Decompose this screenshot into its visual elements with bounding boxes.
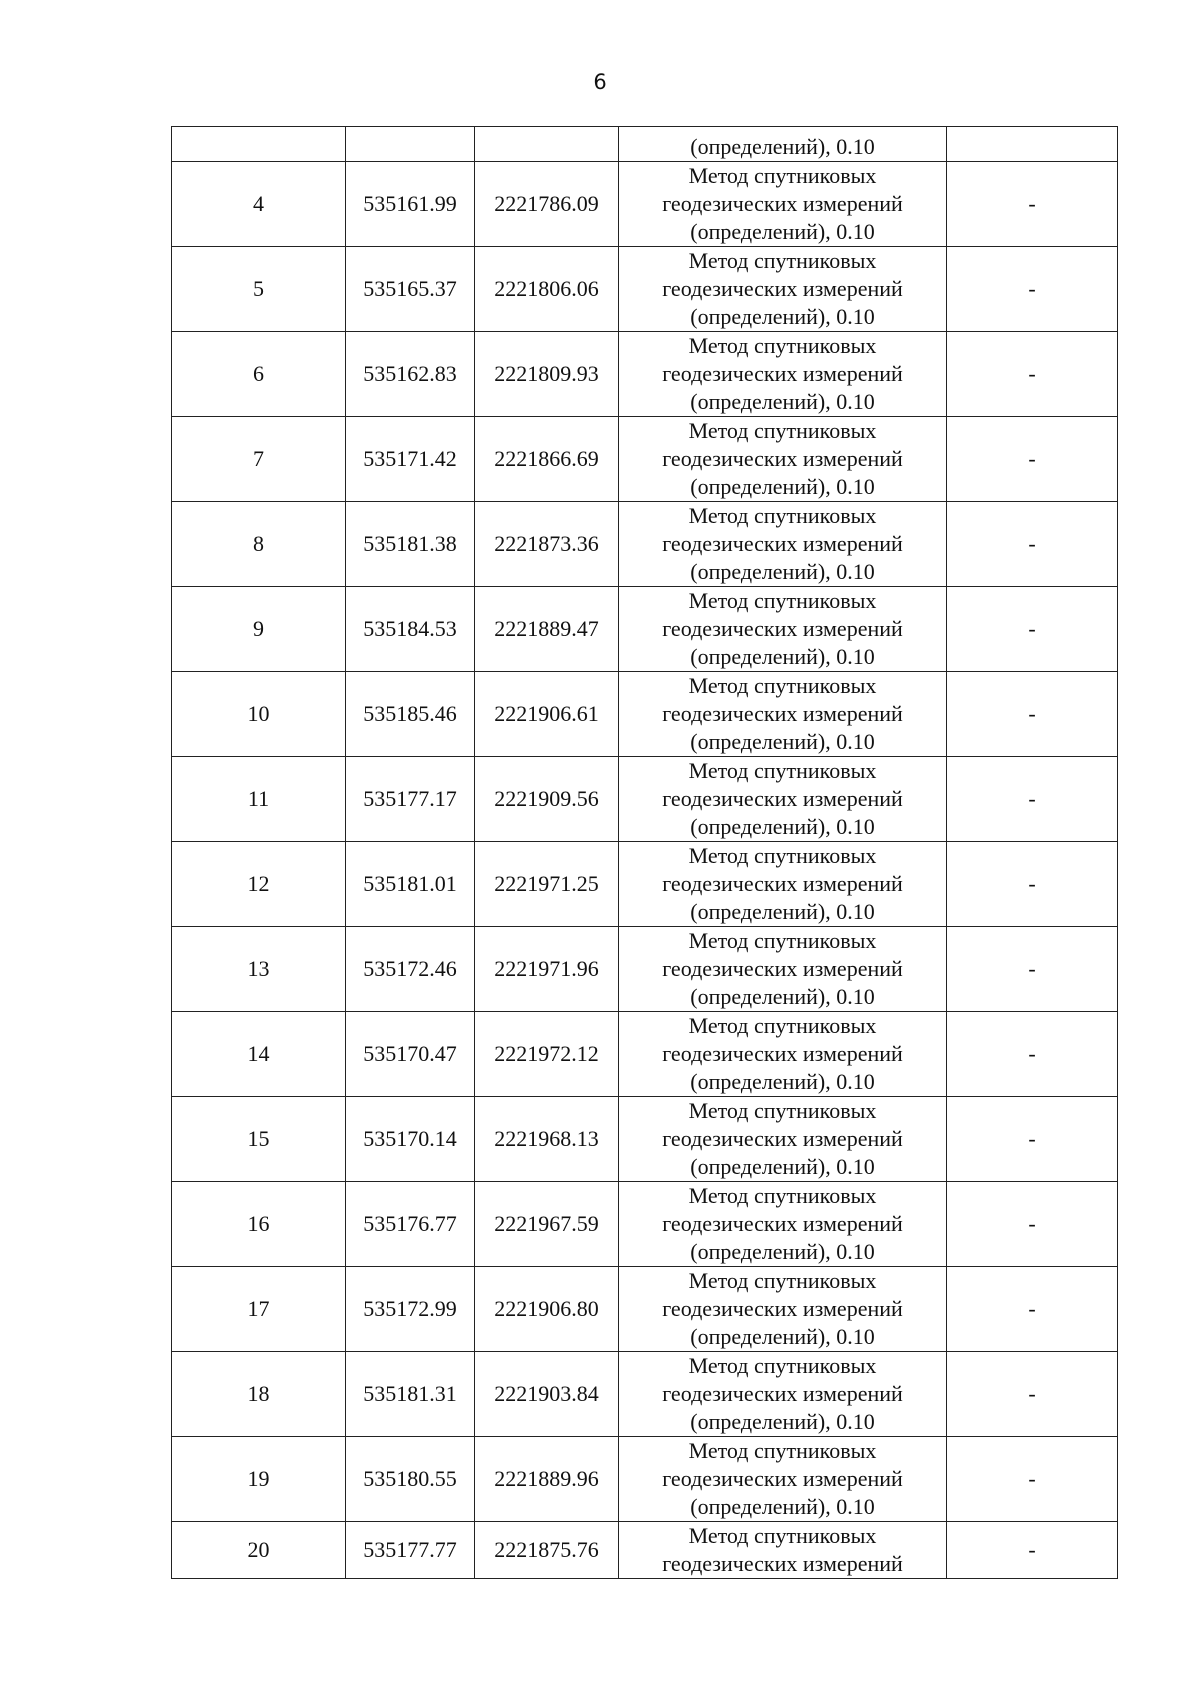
y-coordinate-cell: 2221889.47 bbox=[475, 587, 619, 672]
point-cell: 19 bbox=[172, 1437, 346, 1522]
point-cell: 12 bbox=[172, 842, 346, 927]
point-cell: 6 bbox=[172, 332, 346, 417]
method-line: геодезических измерений bbox=[662, 1211, 903, 1236]
method-cell bbox=[619, 162, 947, 247]
note-cell: - bbox=[947, 757, 1118, 842]
method-cell bbox=[619, 1182, 947, 1267]
note-cell: - bbox=[947, 842, 1118, 927]
method-line: (определений), 0.10 bbox=[690, 1154, 875, 1179]
x-coordinate-cell: 535184.53 bbox=[346, 587, 475, 672]
method-cell bbox=[619, 1437, 947, 1522]
table-row bbox=[172, 587, 1118, 672]
method-line: геодезических измерений bbox=[662, 956, 903, 981]
y-coordinate-cell: 2221903.84 bbox=[475, 1352, 619, 1437]
table-row bbox=[172, 1267, 1118, 1352]
method-line: геодезических измерений bbox=[662, 1126, 903, 1151]
method-cell bbox=[619, 1012, 947, 1097]
note-cell: - bbox=[947, 162, 1118, 247]
x-coordinate-cell bbox=[346, 127, 475, 162]
method-cell bbox=[619, 417, 947, 502]
method-line: (определений), 0.10 bbox=[690, 559, 875, 584]
method-line: Метод спутниковых bbox=[688, 1183, 877, 1208]
table-row bbox=[172, 757, 1118, 842]
method-line: геодезических измерений bbox=[662, 361, 903, 386]
page-number: 6 bbox=[593, 70, 607, 94]
x-coordinate-cell: 535180.55 bbox=[346, 1437, 475, 1522]
y-coordinate-cell: 2221906.80 bbox=[475, 1267, 619, 1352]
table-body bbox=[172, 127, 1118, 1579]
table-row bbox=[172, 1437, 1118, 1522]
note-cell: - bbox=[947, 332, 1118, 417]
note-cell: - bbox=[947, 1522, 1118, 1579]
method-cell bbox=[619, 1097, 947, 1182]
method-cell bbox=[619, 247, 947, 332]
method-cell bbox=[619, 502, 947, 587]
table-row bbox=[172, 672, 1118, 757]
point-cell: 11 bbox=[172, 757, 346, 842]
table-row bbox=[172, 1012, 1118, 1097]
method-line: (определений), 0.10 bbox=[690, 814, 875, 839]
method-line: (определений), 0.10 bbox=[690, 1069, 875, 1094]
method-cell bbox=[619, 672, 947, 757]
table-row bbox=[172, 502, 1118, 587]
x-coordinate-cell: 535172.99 bbox=[346, 1267, 475, 1352]
table-row bbox=[172, 842, 1118, 927]
table-row bbox=[172, 1522, 1118, 1579]
table-row-continuation bbox=[172, 127, 1118, 162]
method-line: (определений), 0.10 bbox=[690, 1239, 875, 1264]
method-line: геодезических измерений bbox=[662, 1466, 903, 1491]
note-cell: - bbox=[947, 417, 1118, 502]
method-line: (определений), 0.10 bbox=[690, 1494, 875, 1519]
y-coordinate-cell: 2221968.13 bbox=[475, 1097, 619, 1182]
method-line: геодезических измерений bbox=[662, 446, 903, 471]
table-row bbox=[172, 247, 1118, 332]
method-line: Метод спутниковых bbox=[688, 248, 877, 273]
point-cell: 18 bbox=[172, 1352, 346, 1437]
x-coordinate-cell: 535161.99 bbox=[346, 162, 475, 247]
x-coordinate-cell: 535185.46 bbox=[346, 672, 475, 757]
y-coordinate-cell: 2221972.12 bbox=[475, 1012, 619, 1097]
x-coordinate-cell: 535172.46 bbox=[346, 927, 475, 1012]
x-coordinate-cell: 535165.37 bbox=[346, 247, 475, 332]
x-coordinate-cell: 535171.42 bbox=[346, 417, 475, 502]
note-cell: - bbox=[947, 1182, 1118, 1267]
method-line: (определений), 0.10 bbox=[690, 1324, 875, 1349]
note-cell: - bbox=[947, 1012, 1118, 1097]
method-line: Метод спутниковых bbox=[688, 758, 877, 783]
y-coordinate-cell: 2221806.06 bbox=[475, 247, 619, 332]
y-coordinate-cell: 2221971.25 bbox=[475, 842, 619, 927]
table-row bbox=[172, 1352, 1118, 1437]
method-line: Метод спутниковых bbox=[688, 1013, 877, 1038]
coordinates-table bbox=[171, 126, 1118, 1579]
x-coordinate-cell: 535177.77 bbox=[346, 1522, 475, 1579]
point-cell bbox=[172, 127, 346, 162]
method-line: геодезических измерений bbox=[662, 1041, 903, 1066]
point-cell: 16 bbox=[172, 1182, 346, 1267]
note-cell: - bbox=[947, 1437, 1118, 1522]
point-cell: 20 bbox=[172, 1522, 346, 1579]
table-row bbox=[172, 417, 1118, 502]
method-line: геодезических измерений bbox=[662, 1296, 903, 1321]
point-cell: 13 bbox=[172, 927, 346, 1012]
method-line: геодезических измерений bbox=[662, 191, 903, 216]
note-cell: - bbox=[947, 1352, 1118, 1437]
point-cell: 7 bbox=[172, 417, 346, 502]
method-cell bbox=[619, 332, 947, 417]
method-line: геодезических измерений bbox=[662, 616, 903, 641]
table-row bbox=[172, 927, 1118, 1012]
method-line: геодезических измерений bbox=[662, 1551, 903, 1576]
point-cell: 15 bbox=[172, 1097, 346, 1182]
note-cell: - bbox=[947, 587, 1118, 672]
y-coordinate-cell: 2221875.76 bbox=[475, 1522, 619, 1579]
method-line: геодезических измерений bbox=[662, 871, 903, 896]
y-coordinate-cell: 2221866.69 bbox=[475, 417, 619, 502]
x-coordinate-cell: 535181.31 bbox=[346, 1352, 475, 1437]
method-line: Метод спутниковых bbox=[688, 1523, 877, 1548]
x-coordinate-cell: 535170.47 bbox=[346, 1012, 475, 1097]
point-cell: 14 bbox=[172, 1012, 346, 1097]
y-coordinate-cell: 2221873.36 bbox=[475, 502, 619, 587]
method-line: (определений), 0.10 bbox=[690, 984, 875, 1009]
method-cell bbox=[619, 587, 947, 672]
method-line: Метод спутниковых bbox=[688, 928, 877, 953]
x-coordinate-cell: 535176.77 bbox=[346, 1182, 475, 1267]
note-cell bbox=[947, 127, 1118, 162]
method-line: (определений), 0.10 bbox=[690, 1409, 875, 1434]
method-line: геодезических измерений bbox=[662, 276, 903, 301]
method-line: (определений), 0.10 bbox=[690, 304, 875, 329]
method-line: Метод спутниковых bbox=[688, 1098, 877, 1123]
point-cell: 9 bbox=[172, 587, 346, 672]
y-coordinate-cell: 2221909.56 bbox=[475, 757, 619, 842]
x-coordinate-cell: 535170.14 bbox=[346, 1097, 475, 1182]
method-line: Метод спутниковых bbox=[688, 333, 877, 358]
table-row bbox=[172, 162, 1118, 247]
note-cell: - bbox=[947, 1097, 1118, 1182]
method-line: (определений), 0.10 bbox=[690, 389, 875, 414]
y-coordinate-cell bbox=[475, 127, 619, 162]
x-coordinate-cell: 535181.38 bbox=[346, 502, 475, 587]
method-cell: (определений), 0.10 bbox=[619, 127, 947, 162]
table-row bbox=[172, 332, 1118, 417]
method-line: (определений), 0.10 bbox=[690, 899, 875, 924]
x-coordinate-cell: 535181.01 bbox=[346, 842, 475, 927]
method-cell bbox=[619, 757, 947, 842]
note-cell: - bbox=[947, 247, 1118, 332]
y-coordinate-cell: 2221967.59 bbox=[475, 1182, 619, 1267]
method-line: Метод спутниковых bbox=[688, 163, 877, 188]
y-coordinate-cell: 2221906.61 bbox=[475, 672, 619, 757]
note-cell: - bbox=[947, 502, 1118, 587]
method-cell bbox=[619, 1522, 947, 1579]
method-line: Метод спутниковых bbox=[688, 1353, 877, 1378]
method-line: (определений), 0.10 bbox=[690, 219, 875, 244]
table-row bbox=[172, 1097, 1118, 1182]
point-cell: 4 bbox=[172, 162, 346, 247]
method-line: геодезических измерений bbox=[662, 786, 903, 811]
method-line: Метод спутниковых bbox=[688, 1438, 877, 1463]
method-line: геодезических измерений bbox=[662, 531, 903, 556]
method-line: Метод спутниковых bbox=[688, 1268, 877, 1293]
method-line: Метод спутниковых bbox=[688, 588, 877, 613]
point-cell: 10 bbox=[172, 672, 346, 757]
point-cell: 17 bbox=[172, 1267, 346, 1352]
method-line: Метод спутниковых bbox=[688, 673, 877, 698]
method-line: геодезических измерений bbox=[662, 701, 903, 726]
method-line: геодезических измерений bbox=[662, 1381, 903, 1406]
table-row bbox=[172, 1182, 1118, 1267]
method-line: Метод спутниковых bbox=[688, 843, 877, 868]
y-coordinate-cell: 2221786.09 bbox=[475, 162, 619, 247]
note-cell: - bbox=[947, 672, 1118, 757]
point-cell: 5 bbox=[172, 247, 346, 332]
method-cell bbox=[619, 842, 947, 927]
x-coordinate-cell: 535177.17 bbox=[346, 757, 475, 842]
note-cell: - bbox=[947, 1267, 1118, 1352]
point-cell: 8 bbox=[172, 502, 346, 587]
method-cell bbox=[619, 1352, 947, 1437]
method-line: (определений), 0.10 bbox=[690, 474, 875, 499]
method-line: Метод спутниковых bbox=[688, 503, 877, 528]
y-coordinate-cell: 2221809.93 bbox=[475, 332, 619, 417]
method-line: (определений), 0.10 bbox=[690, 644, 875, 669]
note-cell: - bbox=[947, 927, 1118, 1012]
y-coordinate-cell: 2221889.96 bbox=[475, 1437, 619, 1522]
x-coordinate-cell: 535162.83 bbox=[346, 332, 475, 417]
method-cell bbox=[619, 927, 947, 1012]
method-line: Метод спутниковых bbox=[688, 418, 877, 443]
y-coordinate-cell: 2221971.96 bbox=[475, 927, 619, 1012]
method-cell bbox=[619, 1267, 947, 1352]
method-line: (определений), 0.10 bbox=[690, 729, 875, 754]
